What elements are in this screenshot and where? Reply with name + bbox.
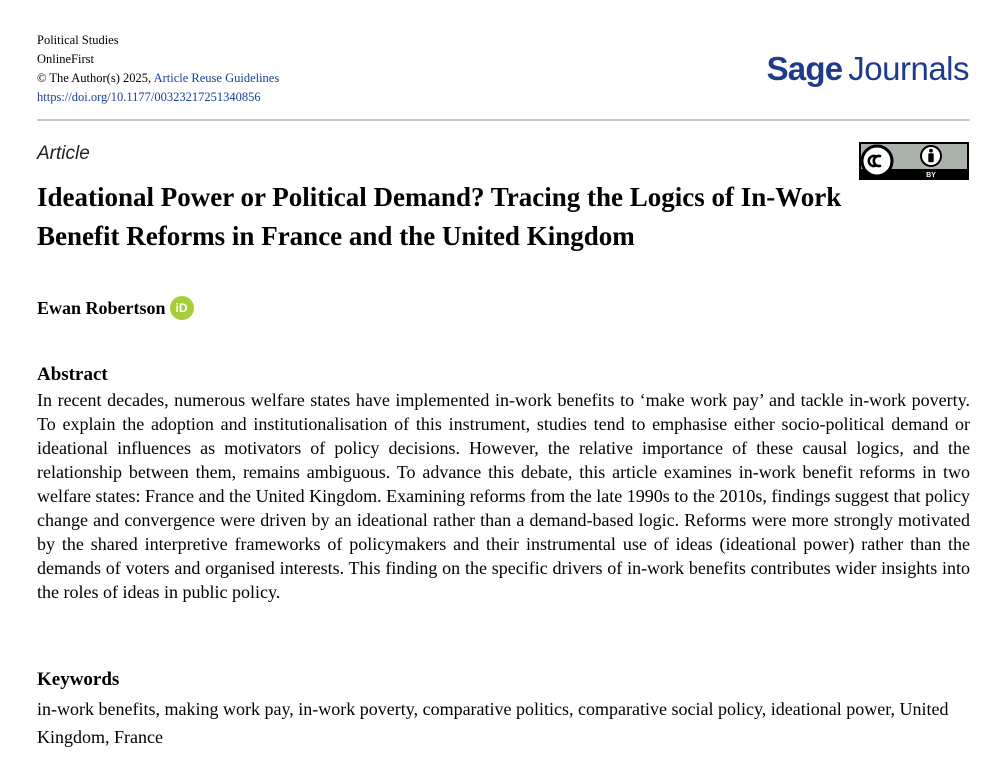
journal-edition: OnlineFirst (37, 52, 94, 66)
author-name[interactable]: Ewan Robertson (37, 297, 166, 318)
copyright-line (37, 69, 279, 88)
publisher-logo[interactable] (767, 50, 969, 88)
copyright-text: © The Author(s) 2025, (37, 71, 154, 85)
abstract-text: In recent decades, numerous welfare states have implemented in-work benefits to ‘make work pay’ and tackle in-work poverty. To explain the adoption and institutionalisation of this instrument, studies tend to emphasise either socio-political demand or ideational influences as motivators of policy decisions. However, the relative importance of these causal logics, and the relationship between them, remains ambiguous. To advance this debate, this article examines in-work benefit reforms in two welfare states: France and the United Kingdom. Examining reforms from the late 1990s to the 2010s, findings suggest that policy change and convergence were driven by an ideational rather than a demand-based logic. Reforms were more strongly motivated by the shared interpretive frameworks of policymakers and their instrumental use of ideas (ideational power) rather than the demands of voters and organised interests. This finding on the specific drivers of in-work benefits contributes wider insights into the roles of ideas in public policy. (37, 390, 970, 602)
journal-name: Political Studies (37, 33, 119, 47)
cc-by-icon[interactable] (859, 142, 969, 180)
article-title: Ideational Power or Political Demand? Tracing the Logics of In-Work Benefit Reforms in France and the United Kingdom (37, 182, 842, 251)
publisher-brand-secondary: Journals (848, 50, 969, 87)
orcid-icon[interactable]: iD (170, 296, 194, 320)
abstract-heading: Abstract (37, 364, 108, 385)
header-divider (37, 119, 970, 121)
author-row (37, 296, 194, 320)
keywords-text: in-work benefits, making work pay, in-work poverty, comparative politics, comparative social policy, ideational power, United Kingdom, France (37, 699, 949, 747)
publisher-brand-primary: Sage (766, 50, 843, 87)
cc-by-label: BY (926, 172, 936, 179)
article-type: Article (37, 143, 90, 164)
keywords-heading: Keywords (37, 669, 120, 690)
journal-metadata (37, 31, 279, 107)
doi-link[interactable]: https://doi.org/10.1177/00323217251340856 (37, 90, 261, 104)
reuse-guidelines-link[interactable]: Article Reuse Guidelines (153, 71, 280, 85)
